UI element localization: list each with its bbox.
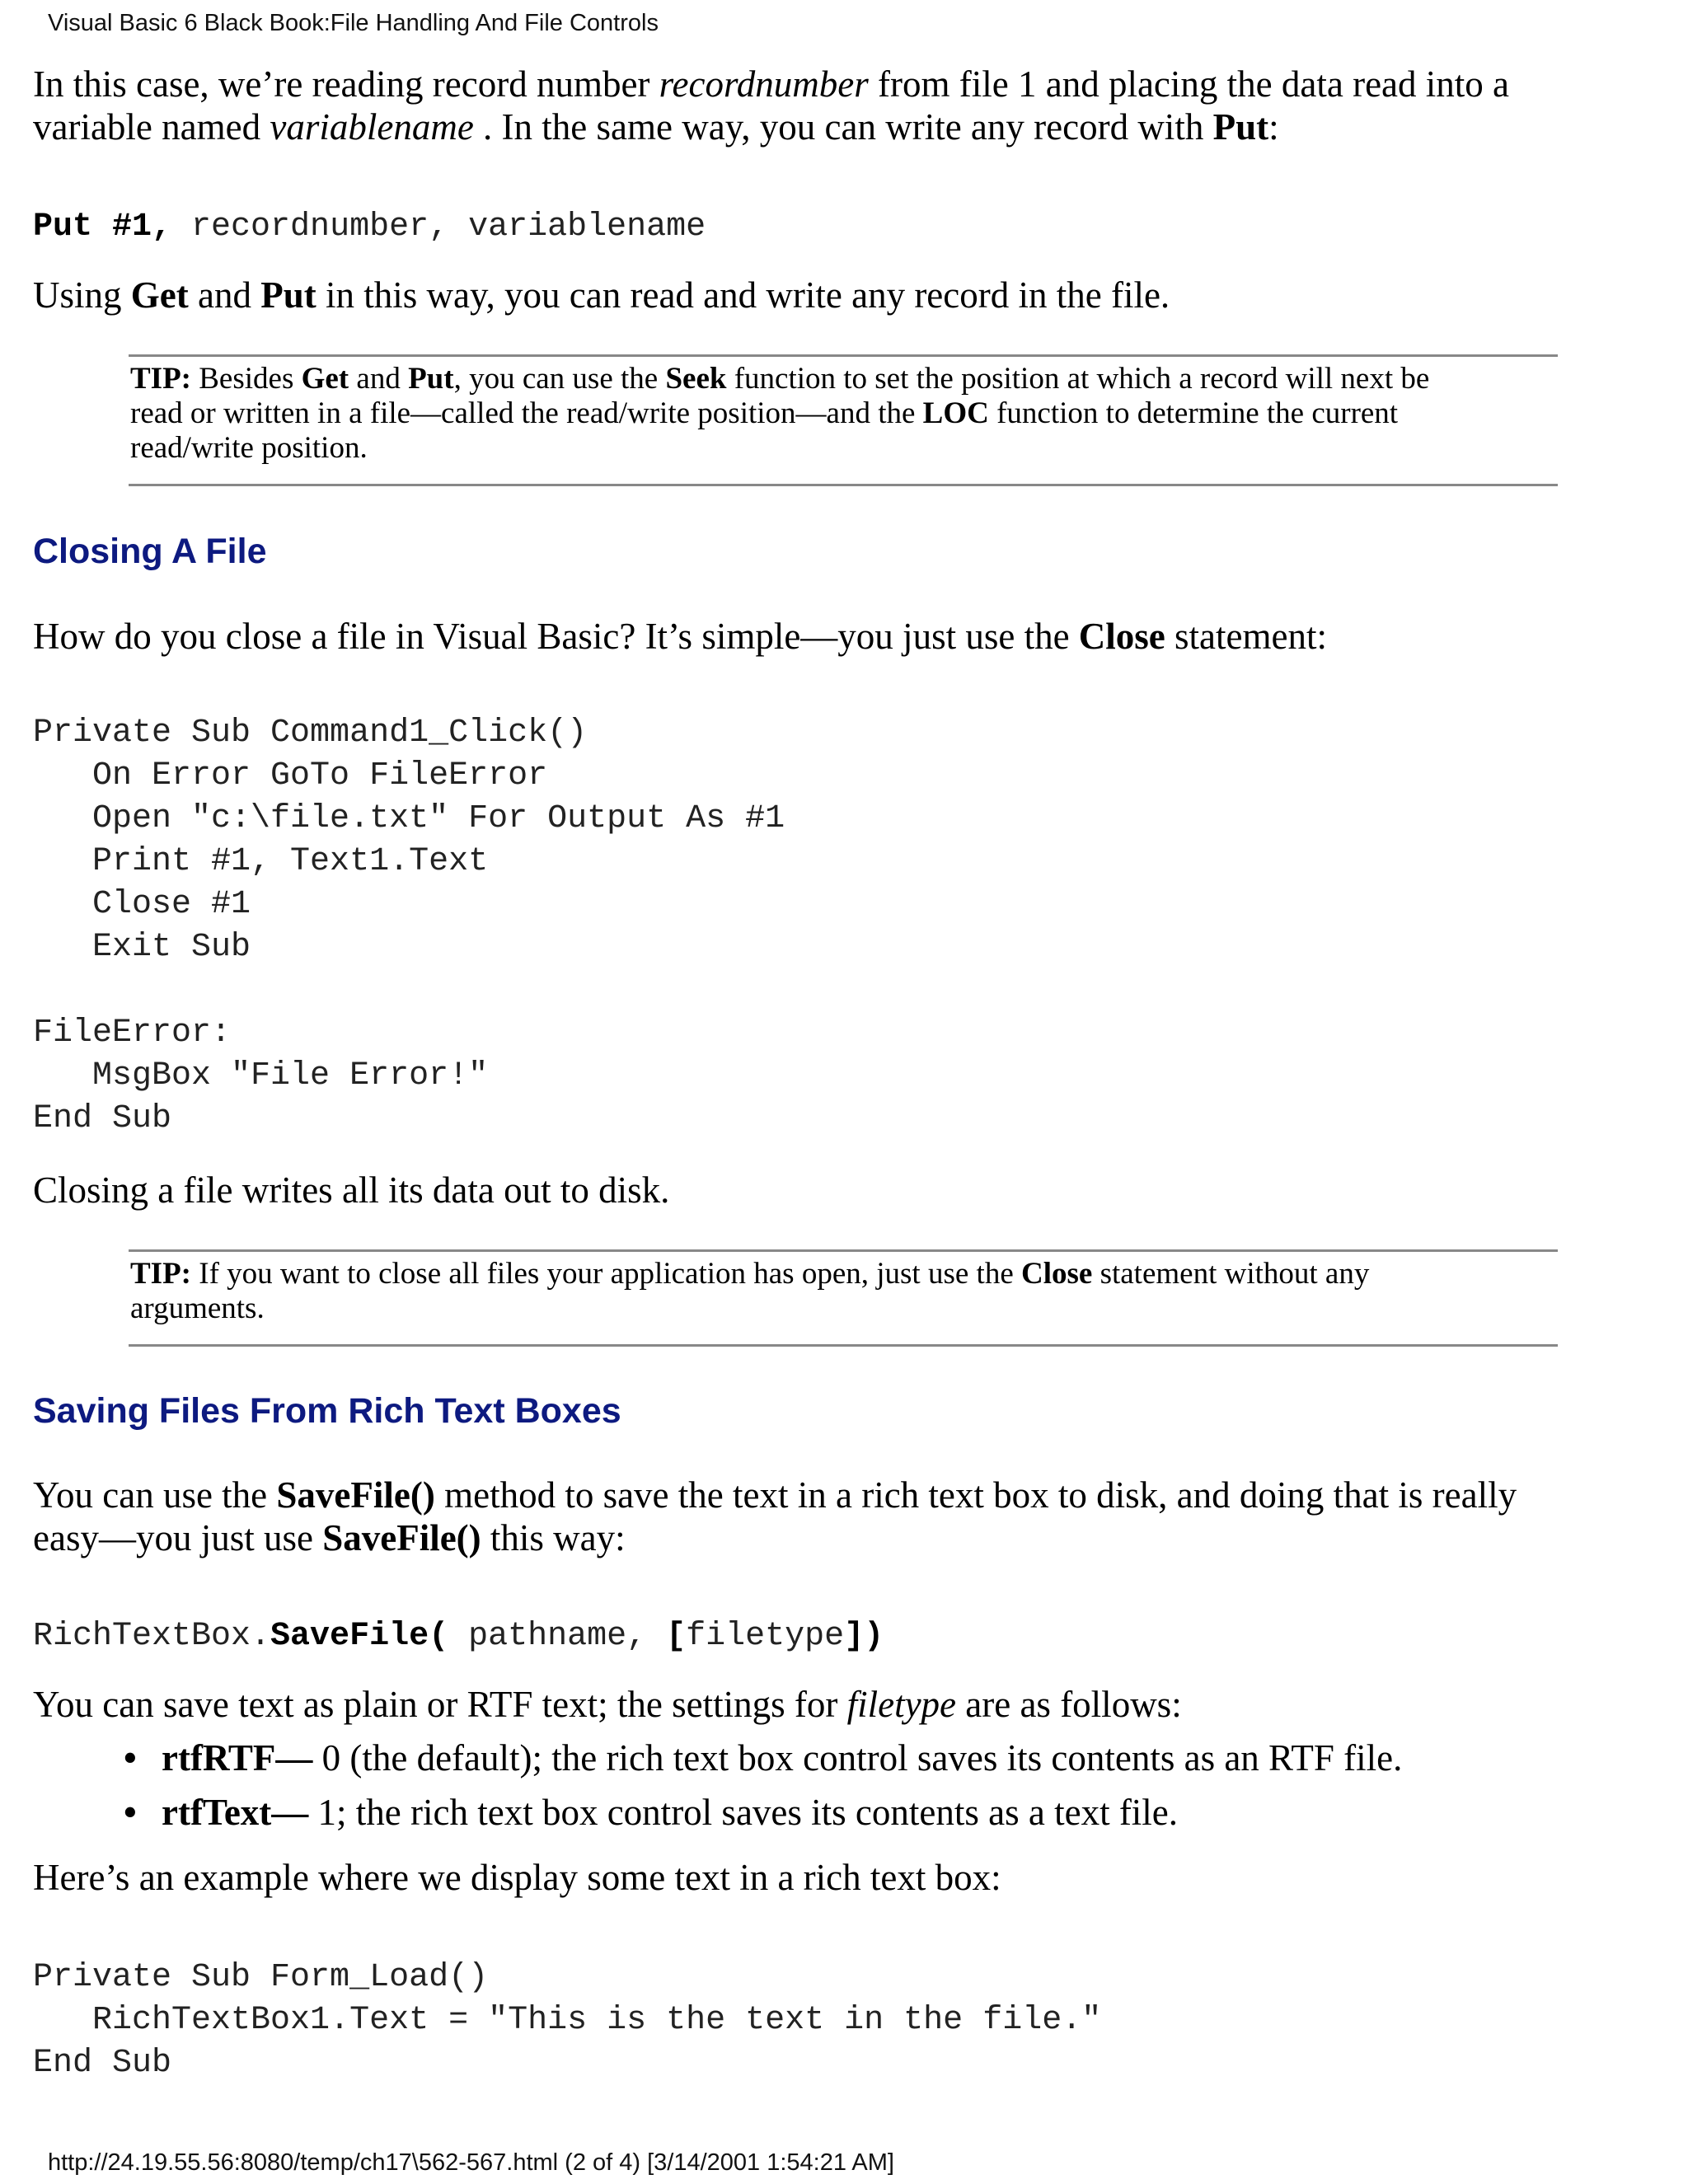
code-args: recordnumber, variablename [171,209,706,246]
page-footer-url: http://24.19.55.56:8080/temp/ch17\562-567.html (2 of 4) [3/14/2001 1:54:21 AM] [48,2149,894,2176]
text-run: variablename [270,106,474,148]
code-bracket: [ [666,1618,687,1655]
text-run: this way: [481,1517,626,1558]
code-put-statement [33,206,706,249]
list-term: rtfText— [162,1792,309,1833]
text-run: If you want to close all files your application has open, just use the [191,1257,1021,1291]
page-header: Visual Basic 6 Black Book:File Handling And File Controls [48,10,659,36]
text-run: Put [260,274,316,316]
tip-label: TIP: [130,362,191,396]
text-run: LOC [922,396,989,430]
code-object: RichTextBox. [33,1618,271,1655]
text-run: How do you close a file in Visual Basic? It’s simple—you just use the [33,616,1079,657]
text-run: function to set the position at which a record will next be [726,362,1430,396]
text-run: Using [33,274,131,316]
paragraph-example-intro: Here’s an example where we display some text in a rich text box: [33,1857,1001,1898]
code-args: pathname, [448,1618,667,1655]
text-run: arguments. [130,1291,265,1325]
text-run: recordnumber [659,63,869,105]
text-run: filetype [846,1684,957,1725]
text-run: read or written in a file—called the read/write position—and the [130,396,923,430]
text-run: statement without any [1092,1257,1370,1291]
text-run: method to save the text in a rich text box to disk, and doing that is really [434,1474,1517,1516]
text-run: : [1268,106,1279,148]
text-run: You can save text as plain or RTF text; the settings for [33,1684,847,1725]
text-run: function to determine the current [988,396,1399,430]
list-desc: 1; the rich text box control saves its contents as a text file. [308,1792,1179,1833]
text-run: Put [1212,106,1269,148]
paragraph-savefile-intro [33,1474,1648,1559]
text-run: statement: [1165,616,1327,657]
code-keyword: Put #1, [33,209,172,246]
text-run: Close [1021,1257,1093,1291]
text-run: . In the same way, you can write any record with [473,106,1213,148]
tip-label: TIP: [130,1257,191,1291]
text-run: easy—you just use [33,1517,323,1558]
text-run: Get [301,362,349,396]
text-run: variable named [33,106,270,148]
text-run: are as follows: [956,1684,1182,1725]
tip-box-close-all [129,1249,1558,1347]
code-args: filetype [686,1618,845,1655]
filetype-list [124,1731,1402,1840]
text-run: and [188,274,261,316]
paragraph-filetype-settings [33,1683,1648,1726]
paragraph-close-writes: Closing a file writes all its data out to disk. [33,1169,670,1211]
text-run: , you can use the [453,362,666,396]
list-term: rtfRTF— [162,1737,313,1779]
text-run: Close [1078,616,1165,657]
text-run: In this case, we’re reading record number [33,63,659,105]
text-run: in this way, you can read and write any record in the file. [316,274,1170,316]
text-run: Seek [665,362,727,396]
section-heading-closing-file: Closing A File [33,532,267,571]
code-block-close-example: Private Sub Command1_Click() On Error GoTo FileError Open "c:\file.txt" For Output As #1 Print #1, Text1.Text Close #1 Exit Sub FileError: MsgBox "File Error!" End Sub [33,715,785,1137]
text-run: read/write position. [130,431,368,465]
text-run: You can use the [33,1474,277,1516]
text-run: Besides [191,362,302,396]
tip-box-seek [129,354,1558,486]
list-desc: 0 (the default); the rich text box control saves its contents as an RTF file. [312,1737,1403,1779]
text-run: SaveFile() [322,1517,481,1558]
paragraph-get-record [33,63,1648,148]
paragraph-get-put [33,274,1648,316]
text-run: from file 1 and placing the data read into a [868,63,1509,105]
list-item [124,1731,1402,1785]
code-savefile-syntax [33,1615,884,1658]
section-heading-saving-rich-text: Saving Files From Rich Text Boxes [33,1391,621,1431]
list-item [124,1785,1402,1840]
code-bracket: ]) [844,1618,884,1655]
text-run: and [349,362,409,396]
code-block-form-load: Private Sub Form_Load() RichTextBox1.Text = "This is the text in the file." End Sub [33,1959,1102,2082]
paragraph-close-intro [33,615,1648,658]
text-run: Put [408,362,454,396]
text-run: SaveFile() [276,1474,435,1516]
text-run: Get [130,274,189,316]
code-method: SaveFile( [270,1618,449,1655]
